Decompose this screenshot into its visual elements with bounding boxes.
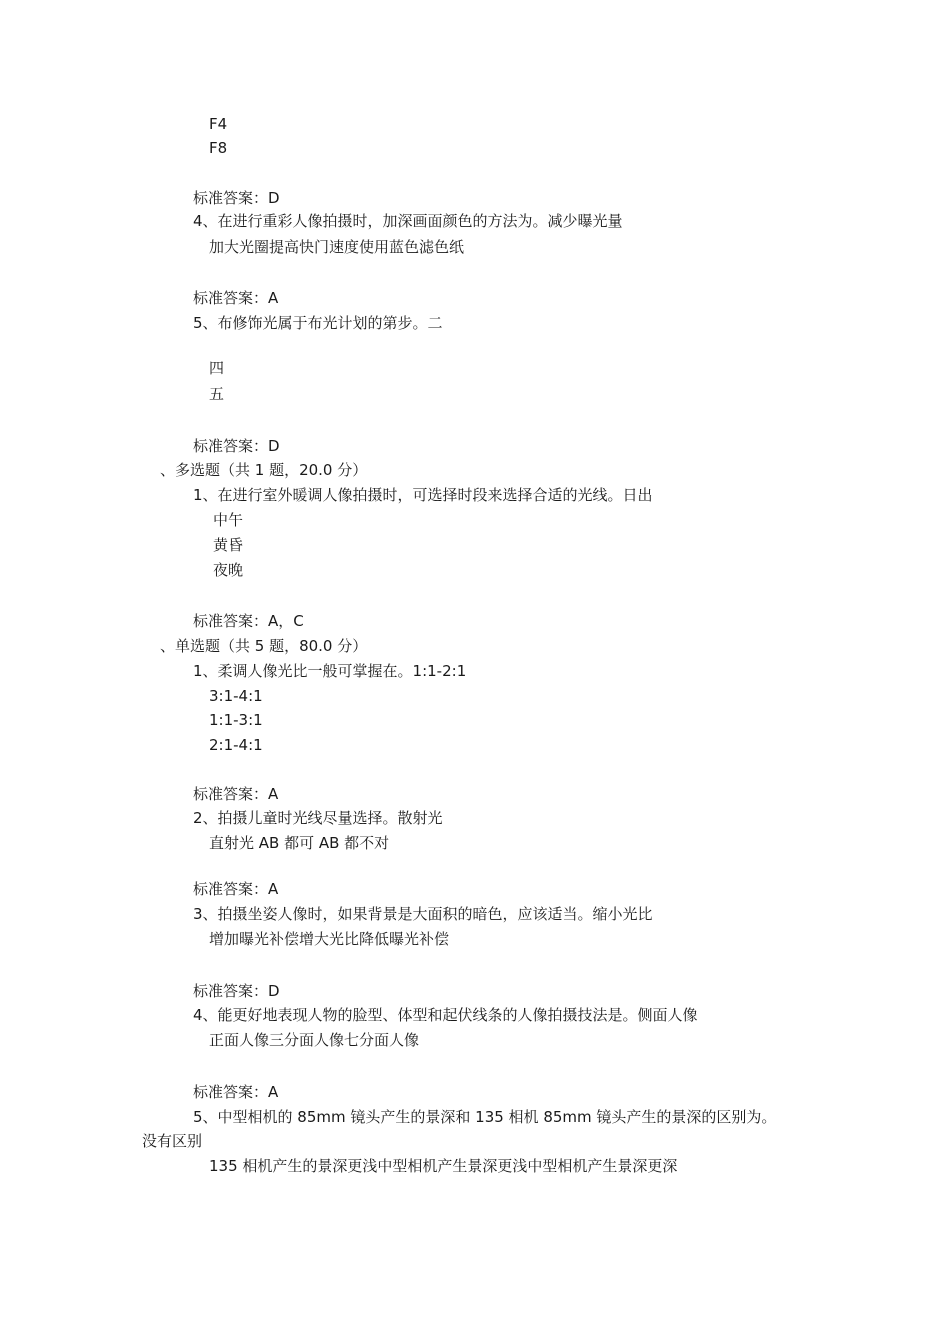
option-line: 1:1-3:1 <box>209 711 263 729</box>
answer-line: 标准答案：A，C <box>193 612 304 630</box>
option-line: 中午 <box>213 511 244 529</box>
option-line: 2:1-4:1 <box>209 736 263 754</box>
section-heading-single: 、单选题（共 5 题，80.0 分） <box>160 637 368 655</box>
question-line: 1、柔调人像光比一般可掌握在。1:1-2:1 <box>193 662 467 680</box>
question-line: 4、能更好地表现人物的脸型、体型和起伏线条的人像拍摄技法是。侧面人像 <box>193 1006 698 1024</box>
question-line: 4、在进行重彩人像拍摄时，加深画面颜色的方法为。减少曝光量 <box>193 212 623 230</box>
option-line: 3:1-4:1 <box>209 687 263 705</box>
option-line: 四 <box>209 359 225 377</box>
options-line: 正面人像三分面人像七分面人像 <box>209 1031 420 1049</box>
option-line: 黄昏 <box>213 536 244 554</box>
question-line: 3、拍摄坐姿人像时，如果背景是大面积的暗色，应该适当。缩小光比 <box>193 905 653 923</box>
option-line: 五 <box>209 385 225 403</box>
option-line: 夜晚 <box>213 561 244 579</box>
options-line: 加大光圈提高快门速度使用蓝色滤色纸 <box>209 238 465 256</box>
options-line: 135 相机产生的景深更浅中型相机产生景深更浅中型相机产生景深更深 <box>209 1157 678 1175</box>
option-f4: F4 <box>209 115 228 133</box>
answer-line: 标准答案：A <box>193 1083 279 1101</box>
answer-line: 标准答案：D <box>193 982 280 1000</box>
answer-line: 标准答案：D <box>193 437 280 455</box>
question-line: 2、拍摄儿童时光线尽量选择。散射光 <box>193 809 443 827</box>
option-line: 没有区别 <box>142 1132 203 1150</box>
section-heading-multi: 、多选题（共 1 题，20.0 分） <box>160 461 368 479</box>
answer-line: 标准答案：D <box>193 189 280 207</box>
question-line: 5、布修饰光属于布光计划的第步。二 <box>193 314 443 332</box>
question-line: 1、在进行室外暖调人像拍摄时，可选择时段来选择合适的光线。日出 <box>193 486 653 504</box>
question-line: 5、中型相机的 85mm 镜头产生的景深和 135 相机 85mm 镜头产生的景深的区别为。 <box>193 1108 777 1126</box>
option-f8: F8 <box>209 139 228 157</box>
answer-line: 标准答案：A <box>193 785 279 803</box>
options-line: 直射光 AB 都可 AB 都不对 <box>209 834 390 852</box>
answer-line: 标准答案：A <box>193 289 279 307</box>
options-line: 增加曝光补偿增大光比降低曝光补偿 <box>209 930 450 948</box>
answer-line: 标准答案：A <box>193 880 279 898</box>
